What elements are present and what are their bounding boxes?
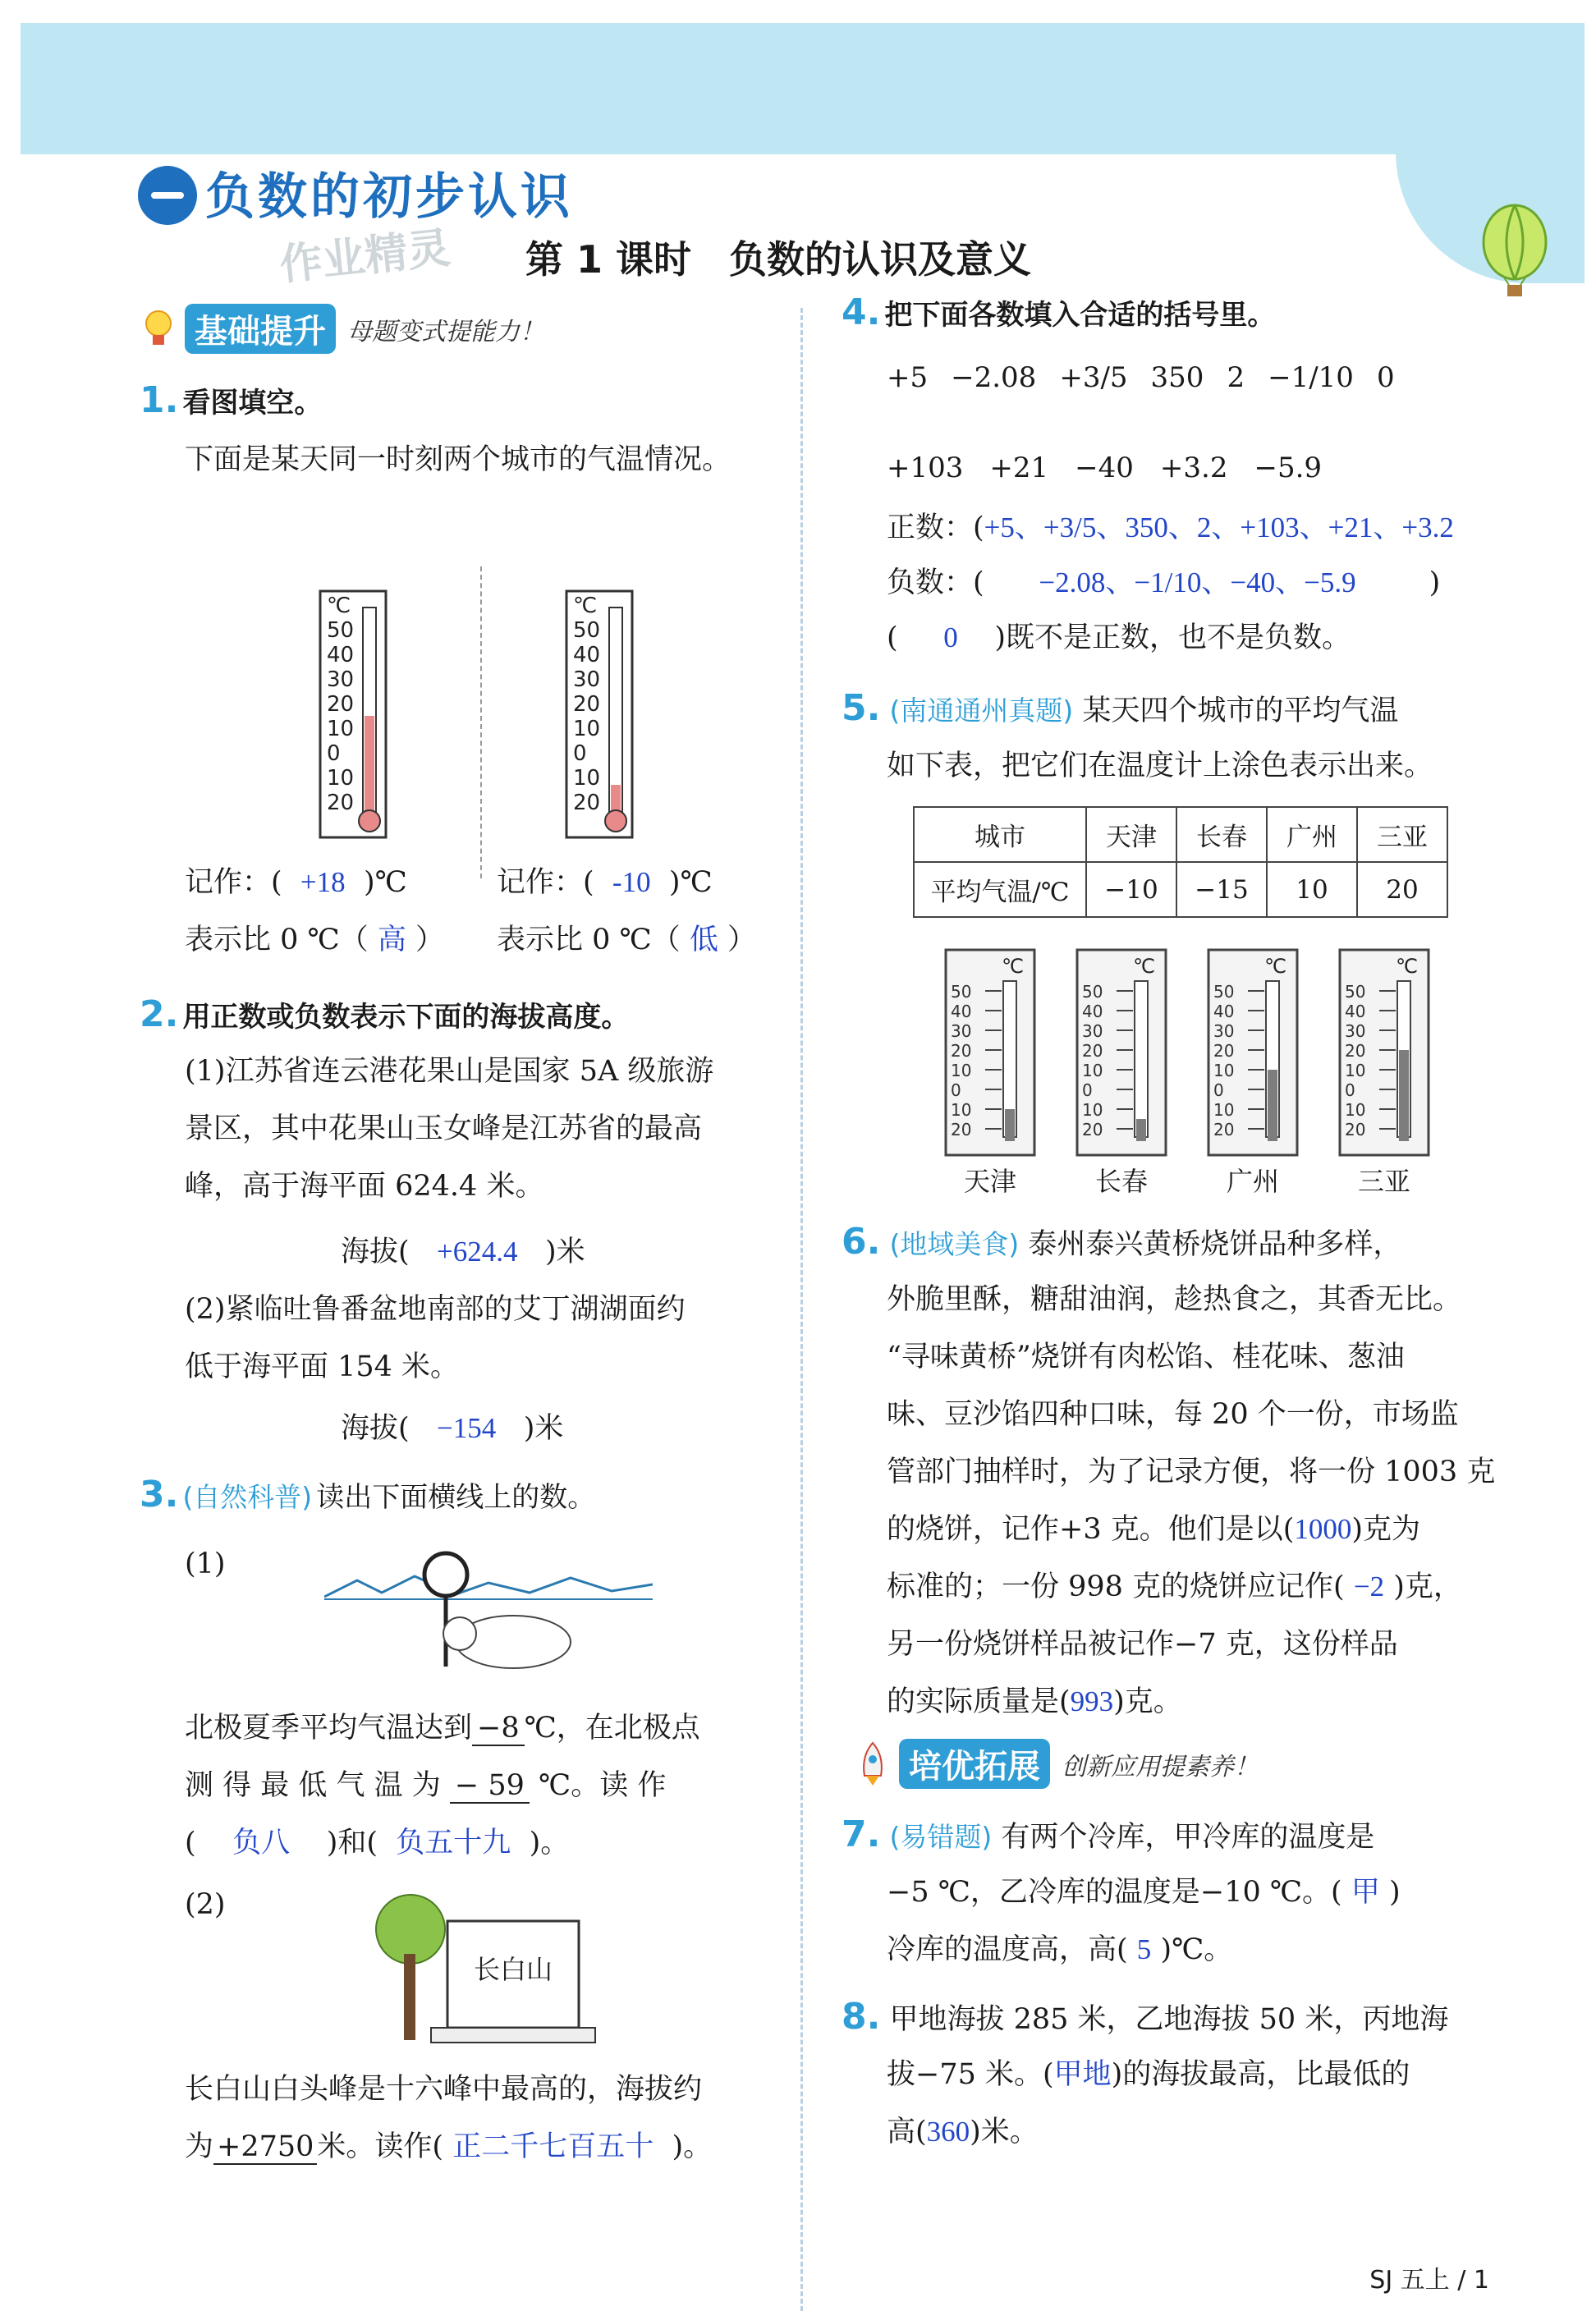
column-divider: [800, 308, 803, 2311]
tick-label: ℃: [327, 594, 351, 618]
table-header-row: 城市 天津 长春 广州 三亚: [914, 807, 1447, 862]
tick-label: 10: [1082, 1100, 1103, 1120]
q5-thermo-2: ℃ 50 40 30 20 10 0 10 20 广州: [1207, 948, 1299, 1199]
q5-temperature-table: [913, 806, 1448, 918]
rocket-icon: [858, 1741, 887, 1787]
q4-header: [842, 291, 1275, 333]
q3-sub1: (1): [185, 1548, 226, 1580]
q2-part1-answer: 海拔( +624.4 )米: [341, 1236, 585, 1268]
tick-label: 20: [1082, 1041, 1103, 1061]
q1-left-record: 记作：( +18 )℃: [185, 866, 407, 899]
tick-label: 30: [951, 1021, 972, 1041]
q4-title: 把下面各数填入合适的括号里。: [884, 299, 1276, 332]
q5-number: 5.: [842, 687, 881, 729]
unit-label: ℃: [1396, 955, 1418, 978]
tick-label: 20: [951, 1041, 972, 1061]
tick-label: 50: [951, 982, 972, 1002]
lesson-title: 第 1 课时 负数的认识及意义: [525, 237, 1032, 282]
q1-thermometer-right: [558, 583, 649, 846]
tick-label: 10: [327, 766, 355, 791]
tick-label: 40: [1082, 1002, 1103, 1021]
tick-label: 20: [1345, 1041, 1366, 1061]
q1-number: 1.: [140, 379, 179, 421]
thermometer-tube: [1135, 981, 1148, 1137]
watermark: 作业精灵: [277, 223, 453, 291]
tick-label: 50: [1082, 982, 1103, 1002]
tick-label: 0: [573, 741, 587, 766]
sign-text: 长白山: [473, 1954, 553, 1985]
q3-line1: 北极夏季平均气温达到 −8 ℃，在北极点: [185, 1712, 700, 1745]
q4-zero: ( 0 )既不是正数，也不是负数。: [887, 621, 1351, 654]
section-advanced-header: [858, 1739, 1259, 1789]
q5-header: 5. (南通通州真题) 某天四个城市的平均气温: [842, 687, 1399, 729]
tick-label: 50: [1213, 982, 1235, 1002]
q3-line2: 测 得 最 低 气 温 为 − 59 ℃。读 作: [185, 1769, 667, 1802]
q7-body: −5 ℃，乙冷库的温度是−10 ℃。( 甲 ) 冷库的温度高，高( 5 )℃。: [887, 1876, 1401, 1966]
q6-header: 6. (地域美食) 泰州泰兴黄桥烧饼品种多样，: [842, 1221, 1402, 1263]
tick-label: 20: [1213, 1120, 1235, 1139]
tick-label: 30: [1213, 1021, 1235, 1041]
q5-thermo-1: ℃ 50 40 30 20 10 0 10 20 长春: [1075, 948, 1167, 1199]
mercury-fill: [1005, 1109, 1015, 1141]
tick-label: 10: [1082, 1061, 1103, 1080]
q4-number: 4.: [842, 291, 881, 333]
q6-body: 外脆里酥，糖甜油润，趁热食之，其香无比。 “寻味黄桥”烧饼有肉松馅、桂花味、葱油 味、豆沙馅四种口味，每 20 个一份，市场监 管部门抽样时，为了记录方便，将一份 1003 克 的烧饼，记作+3 克。他们是以(1000)克为 标准的；一份 998 克的烧饼应记作( −2 )克， 另一份烧饼样品被记作−7 克，这份样品 的实际质量是(993)克。: [887, 1283, 1496, 1718]
mercury-fill: [1399, 1050, 1409, 1141]
q3-line5: 为 +2750 米。读作( 正二千七百五十 )。: [185, 2130, 713, 2163]
tick-label: 40: [327, 643, 355, 667]
header-band: [21, 23, 1585, 154]
tick-label: ℃: [573, 594, 598, 618]
q7-tag: (易错题): [889, 1821, 993, 1853]
tick-label: 20: [327, 791, 355, 815]
q8-header: 8. 甲地海拔 285 米，乙地海拔 50 米，丙地海: [842, 1996, 1449, 2038]
q5-title-line2: 如下表，把它们在温度计上涂色表示出来。: [887, 750, 1433, 782]
q7-header: 7. (易错题) 有两个冷库，甲冷库的温度是: [842, 1813, 1375, 1855]
lightbulb-icon: [144, 309, 173, 350]
tick-label: 30: [1082, 1021, 1103, 1041]
tick-label: 0: [1213, 1080, 1224, 1100]
q1-right-record: 记作：( -10 )℃: [497, 866, 713, 899]
tick-label: 40: [951, 1002, 972, 1021]
q3-sub2: (2): [185, 1888, 226, 1921]
q5-tag: (南通通州真题): [889, 695, 1074, 727]
section-basic-slogan: 母题变式提能力！: [347, 317, 544, 346]
q1-left-compare: 表示比 0 ℃（ 高 ）: [185, 924, 444, 956]
tick-label: 50: [327, 618, 355, 643]
q5-thermo-0: ℃ 50 40 30 20 10 0 10 20 天津: [944, 948, 1036, 1199]
tick-label: 40: [1213, 1002, 1235, 1021]
tick-label: 10: [1213, 1100, 1235, 1120]
unit-label: ℃: [1002, 955, 1024, 978]
q4-negative: 负数：( −2.08、−1/10、−40、−5.9 ): [887, 566, 1441, 599]
q3-line3: ( 负八 )和( 负五十九 )。: [185, 1827, 570, 1859]
tick-label: 0: [327, 741, 341, 766]
q2-title: 用正数或负数表示下面的海拔高度。: [182, 1001, 630, 1034]
q3-tag: (自然科普): [182, 1481, 313, 1513]
tick-label: 10: [573, 766, 601, 791]
q1-thermometer-left: [312, 583, 402, 846]
tick-label: 50: [1345, 982, 1366, 1002]
mercury-fill: [1136, 1119, 1146, 1141]
section-advanced-label: 培优拓展: [899, 1739, 1050, 1789]
tick-label: 20: [951, 1120, 972, 1139]
tick-label: 50: [573, 618, 601, 643]
tick-label: 20: [1213, 1041, 1235, 1061]
section-basic-header: [144, 304, 544, 354]
hot-air-balloon-icon: [1470, 201, 1560, 308]
q6-number: 6.: [842, 1221, 881, 1263]
q4-row1: +5 −2.08 +3/5 350 2 −1/10 0: [887, 361, 1395, 394]
tick-label: 10: [951, 1061, 972, 1080]
tick-label: 10: [1345, 1100, 1366, 1120]
q6-tag: (地域美食): [889, 1228, 1020, 1260]
chapter-title: 负数的初步认识: [205, 168, 573, 226]
tick-label: 10: [951, 1100, 972, 1120]
tick-label: 0: [1082, 1080, 1093, 1100]
q1-center-divider: [480, 566, 482, 878]
q4-row2: +103 +21 −40 +3.2 −5.9: [887, 452, 1323, 484]
q2-part2-answer: 海拔( −154 )米: [341, 1412, 564, 1445]
section-advanced-slogan: 创新应用提素养！: [1062, 1752, 1259, 1781]
tick-label: 40: [573, 643, 601, 667]
tick-label: 20: [1082, 1120, 1103, 1139]
q5-thermometers: [944, 948, 1430, 1199]
tick-label: 0: [1345, 1080, 1355, 1100]
q3-title: 读出下面横线上的数。: [316, 1481, 596, 1514]
table-row: 平均气温/℃ −10 −15 10 20: [914, 862, 1447, 917]
q1-right-compare: 表示比 0 ℃（ 低 ）: [497, 924, 756, 956]
tick-label: 30: [573, 667, 601, 692]
q8-body: 拔−75 米。(甲地)的海拔最高，比最低的 高(360)米。: [887, 2058, 1410, 2148]
q4-positive: 正数：(+5、+3/5、350、2、+103、+21、+3.2: [887, 511, 1454, 544]
tick-label: 10: [1345, 1061, 1366, 1080]
changbaishan-sign-illustration: [361, 1888, 608, 2052]
q2-part2: (2)紧临吐鲁番盆地南部的艾丁湖湖面约 低于海平面 154 米。: [185, 1293, 686, 1383]
q2-number: 2.: [140, 993, 179, 1035]
q1-text: 下面是某天同一时刻两个城市的气温情况。: [185, 443, 732, 476]
q5-thermo-3: ℃ 50 40 30 20 10 0 10 20 三亚: [1338, 948, 1430, 1199]
q3-header: [140, 1474, 595, 1515]
arctic-polar-bear-illustration: [324, 1543, 653, 1691]
tick-label: 20: [1345, 1120, 1366, 1139]
mercury-fill: [1268, 1070, 1277, 1141]
q3-line4: 长白山白头峰是十六峰中最高的，海拔约: [185, 2073, 703, 2106]
unit-label: ℃: [1264, 955, 1286, 978]
q2-part1: (1)江苏省连云港花果山是国家 5A 级旅游 景区，其中花果山玉女峰是江苏省的最高 峰，高于海平面 624.4 米。: [185, 1055, 714, 1203]
tick-label: 20: [327, 692, 355, 717]
tick-label: 0: [951, 1080, 961, 1100]
section-basic-label: 基础提升: [185, 304, 336, 354]
tick-label: 30: [327, 667, 355, 692]
q8-number: 8.: [842, 1996, 881, 2038]
tick-label: 10: [573, 717, 601, 741]
tick-label: 10: [327, 717, 355, 741]
unit-label: ℃: [1133, 955, 1155, 978]
page-footer: SJ 五上 / 1: [1369, 2266, 1489, 2295]
chapter-number-badge: [138, 166, 197, 225]
tick-label: 10: [1213, 1061, 1235, 1080]
q1-header: [140, 379, 322, 421]
q1-title: 看图填空。: [182, 387, 323, 420]
q3-number: 3.: [140, 1474, 179, 1515]
q7-number: 7.: [842, 1813, 881, 1855]
tick-label: 20: [573, 791, 601, 815]
tick-label: 20: [573, 692, 601, 717]
tick-label: 30: [1345, 1021, 1366, 1041]
q2-header: [140, 993, 629, 1035]
tick-label: 40: [1345, 1002, 1366, 1021]
